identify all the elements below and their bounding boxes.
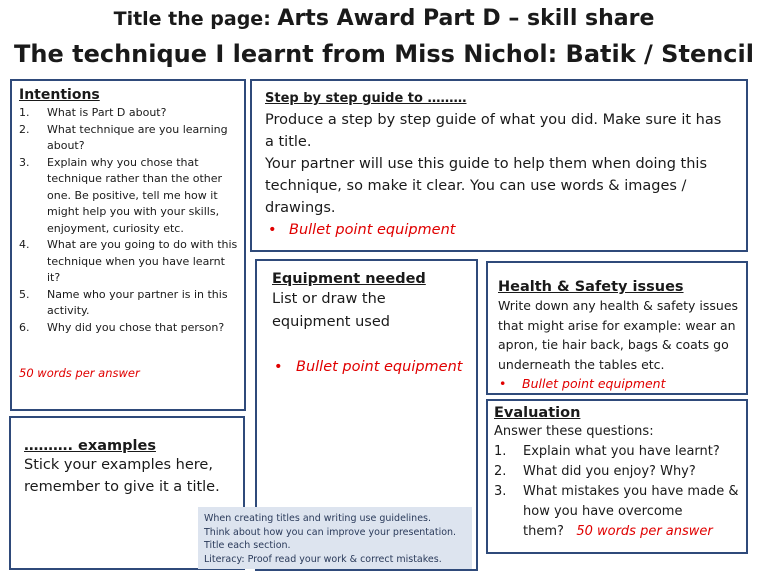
- guidelines-note: [198, 507, 472, 569]
- guidelines-line: Literacy: Proof read your work & correct mistakes.: [204, 553, 442, 565]
- step-guide-bullet: [265, 219, 734, 241]
- equipment-bullet: [272, 356, 468, 379]
- equipment-instructions: List or draw the equipment used: [272, 291, 390, 330]
- item-text: What mistakes you have made & how you have overcome them?: [523, 484, 739, 539]
- step-guide-box: [250, 79, 748, 252]
- item-number: 1.: [19, 106, 30, 119]
- item-number: 5.: [19, 287, 30, 301]
- item-number: 3.: [494, 484, 507, 499]
- guidelines-line: Title each section.: [204, 540, 291, 551]
- evaluation-word-count-note: 50 words per answer: [576, 524, 713, 539]
- health-safety-bullet: [498, 374, 740, 393]
- list-item: [494, 462, 740, 482]
- intentions-heading: Intentions: [19, 87, 100, 103]
- bullet-dot-icon: •: [274, 359, 283, 375]
- bullet-dot-icon: •: [268, 222, 277, 238]
- list-item: [494, 442, 740, 462]
- intentions-list: [19, 105, 238, 336]
- evaluation-box: [486, 399, 748, 554]
- evaluation-heading: Evaluation: [494, 405, 581, 421]
- list-item: [19, 320, 238, 337]
- list-item: [19, 287, 238, 320]
- item-text: Why did you chose that person?: [47, 320, 225, 334]
- item-text: What technique are you learning about?: [47, 122, 228, 152]
- page-title: [0, 6, 768, 31]
- item-number: 4.: [19, 238, 30, 251]
- item-number: 6.: [19, 320, 30, 334]
- step-guide-heading: Step by step guide to ………: [265, 91, 467, 106]
- examples-instructions: Stick your examples here, remember to give it a title.: [24, 457, 220, 495]
- step-guide-partner-note: Your partner will use this guide to help them when doing this technique, so make it clear. You can use words & images / drawings.: [265, 156, 708, 216]
- intentions-box: [10, 79, 246, 411]
- list-item: [19, 155, 238, 238]
- list-item: [19, 237, 238, 287]
- item-text: Name who your partner is in this activity.: [47, 287, 228, 317]
- guidelines-line: When creating titles and writing use guidelines.: [204, 513, 432, 524]
- page-subtitle: The technique I learnt from Miss Nichol: Batik / Stencil: [14, 40, 754, 68]
- item-number: 3.: [19, 155, 30, 169]
- item-number: 1.: [494, 444, 507, 459]
- item-text: Explain why you chose that technique rather than the other one. Be positive, tell me how it might help you with your skills, enjoyment, curiosity etc.: [47, 155, 223, 235]
- guidelines-line: Think about how you can improve your presentation.: [204, 526, 457, 538]
- item-number: 2.: [494, 464, 507, 479]
- health-safety-box: [486, 261, 748, 395]
- list-item: [19, 122, 238, 155]
- bullet-text: Bullet point equipment: [522, 376, 666, 391]
- item-text: What did you enjoy? Why?: [523, 464, 696, 479]
- examples-heading: ………. examples: [24, 438, 156, 454]
- intentions-word-count-note: 50 words per answer: [19, 366, 140, 380]
- item-number: 2.: [19, 122, 30, 136]
- evaluation-instructions: Answer these questions:: [494, 424, 654, 439]
- item-text: What is Part D about?: [47, 106, 167, 119]
- evaluation-list: [494, 442, 740, 542]
- bullet-text: Bullet point equipment: [289, 222, 456, 238]
- list-item: [494, 482, 740, 542]
- item-text: What are you going to do with this technique when you have learnt it?: [47, 238, 238, 284]
- title-main: Arts Award Part D – skill share: [277, 6, 655, 31]
- list-item: [19, 105, 238, 122]
- health-safety-heading: Health & Safety issues: [498, 279, 684, 295]
- equipment-heading: Equipment needed: [272, 271, 426, 287]
- bullet-text: Bullet point equipment: [296, 359, 463, 375]
- title-prefix: Title the page:: [113, 8, 278, 30]
- health-safety-instructions: Write down any health & safety issues that might arise for example: wear an apron, tie hair back, bags & coats go underneath the tables etc.: [498, 298, 739, 372]
- item-text: Explain what you have learnt?: [523, 444, 720, 459]
- step-guide-instructions: Produce a step by step guide of what you did. Make sure it has a title.: [265, 112, 722, 150]
- bullet-dot-icon: •: [499, 376, 507, 391]
